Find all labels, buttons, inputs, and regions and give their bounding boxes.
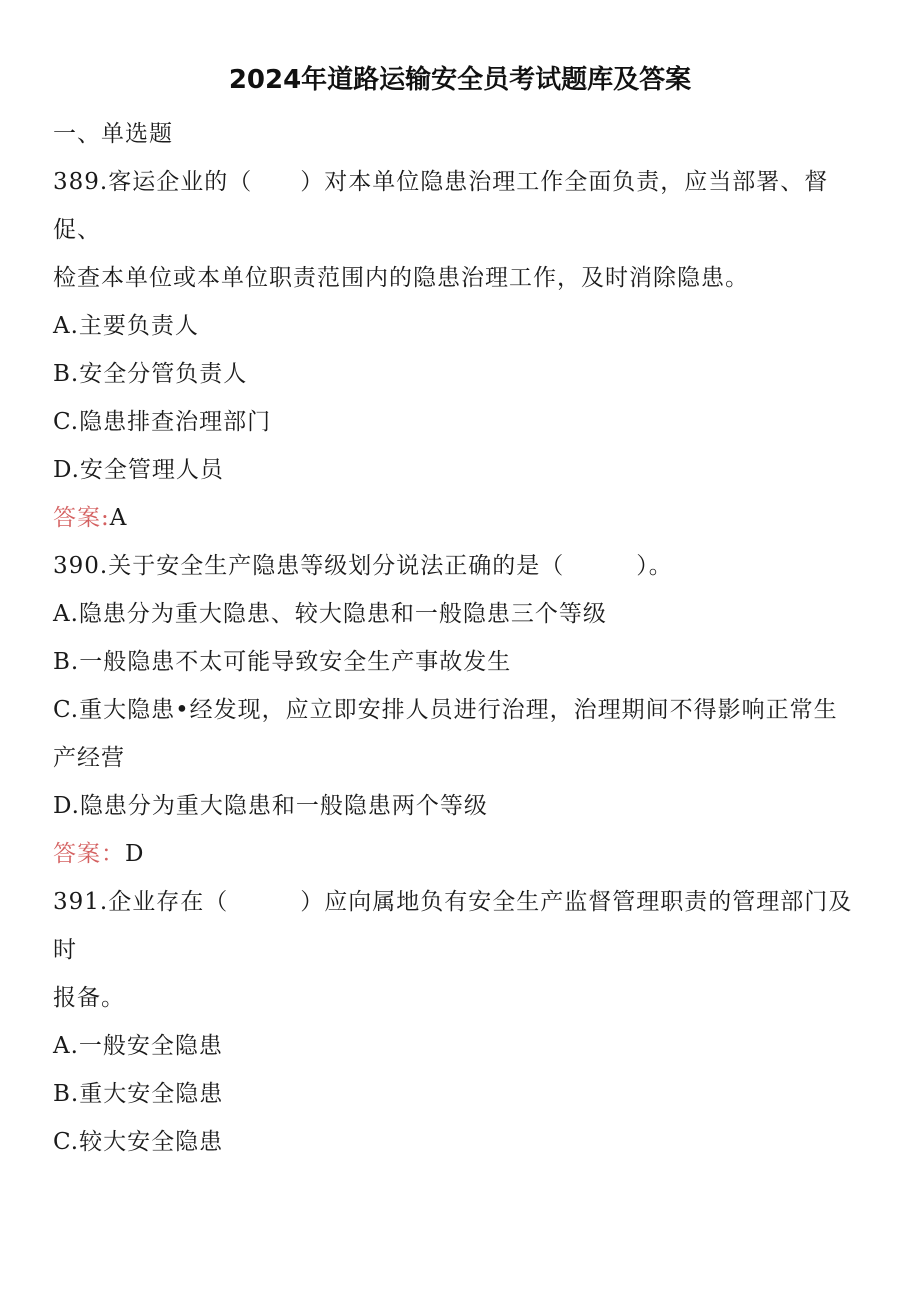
answer-line (53, 494, 863, 542)
answer-value: A (109, 505, 128, 531)
answer-label: 答案： (53, 841, 125, 867)
question-text-line: 389.客运企业的（ ）对本单位隐患治理工作全面负责，应当部署、督 (53, 169, 829, 195)
option-c: C.较大安全隐患 (53, 1129, 224, 1155)
question-text-line: 390.关于安全生产隐患等级划分说法正确的是（ ）。 (53, 553, 673, 579)
question-text-line: 391.企业存在（ ）应向属地负有安全生产监督管理职责的管理部门及 (53, 889, 853, 915)
option-a: A.隐患分为重大隐患、较大隐患和一般隐患三个等级 (53, 601, 607, 627)
document-title: 2024年道路运输安全员考试题库及答案 (228, 65, 692, 95)
question-390 (53, 542, 863, 878)
question-text-line: 检查本单位或本单位职责范围内的隐患治理工作，及时消除隐患。 (53, 265, 749, 291)
document-body (53, 110, 863, 1166)
option-b: B.重大安全隐患 (53, 1081, 224, 1107)
option-a: A.主要负责人 (53, 313, 199, 339)
section-heading: 一、单选题 (53, 121, 173, 147)
option-b: B.一般隐患不太可能导致安全生产事故发生 (53, 649, 512, 675)
question-text-line: 报备。 (53, 985, 125, 1011)
answer-value: D (125, 841, 145, 867)
question-text-line: 时 (53, 937, 77, 963)
answer-label: 答案: (53, 505, 110, 531)
option-d: D.隐患分为重大隐患和一般隐患两个等级 (53, 793, 488, 819)
question-391 (53, 878, 863, 1166)
question-389 (53, 158, 863, 542)
option-c-continued: 产经营 (53, 745, 125, 771)
answer-line (53, 830, 863, 878)
option-c: C.重大隐患•经发现，应立即安排人员进行治理，治理期间不得影响正常生 (53, 697, 838, 723)
question-text-line: 促、 (53, 217, 101, 243)
option-a: A.一般安全隐患 (53, 1033, 223, 1059)
option-d: D.安全管理人员 (53, 457, 224, 483)
option-c: C.隐患排查治理部门 (53, 409, 272, 435)
option-b: B.安全分管负责人 (53, 361, 248, 387)
